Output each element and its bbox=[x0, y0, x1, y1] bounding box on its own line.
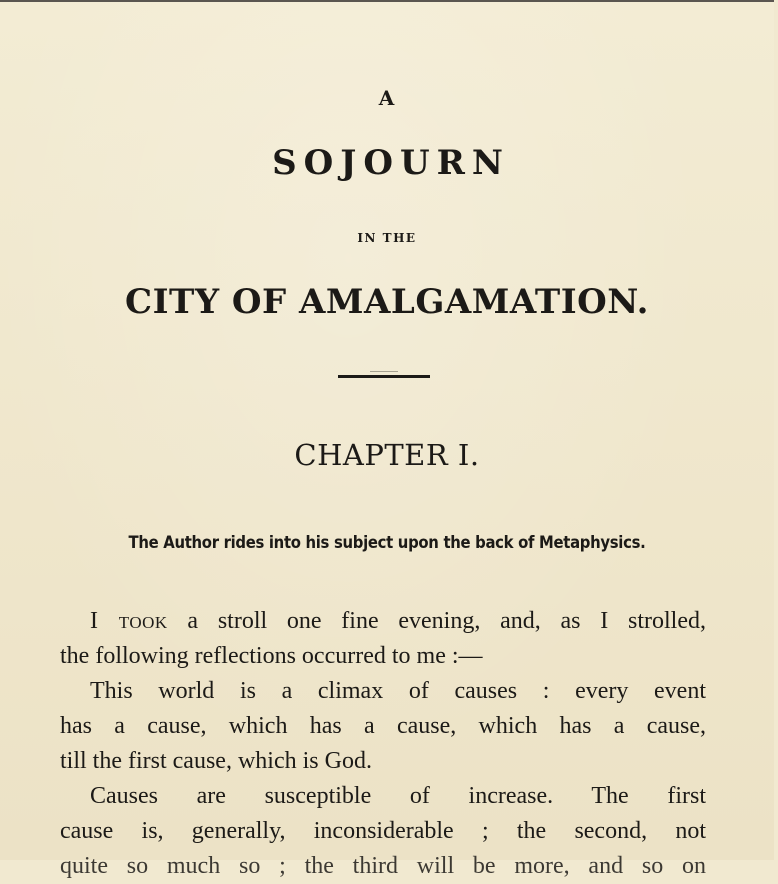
line-text: a stroll one fine evening, and, as I strolled, bbox=[167, 608, 706, 634]
ornament-rule bbox=[338, 375, 430, 378]
title-sojourn: SOJOURN bbox=[272, 143, 510, 183]
paragraph-3 bbox=[60, 779, 706, 879]
text-line-cut: quite so much so ; the third will be more, and so on bbox=[60, 853, 706, 879]
title-article: A bbox=[378, 86, 396, 110]
title-connector: IN THE bbox=[357, 231, 417, 245]
text-line: cause is, generally, inconsiderable ; the second, not bbox=[60, 818, 706, 844]
paragraph-1 bbox=[60, 604, 706, 674]
text-line: This world is a climax of causes : every event bbox=[90, 678, 706, 704]
title-city: CITY OF AMALGAMATION. bbox=[125, 282, 649, 322]
body-text bbox=[60, 604, 706, 879]
text-line: the following reflections occurred to me :— bbox=[60, 643, 483, 669]
text-line: Causes are susceptible of increase. The first bbox=[90, 783, 706, 809]
chapter-summary: The Author rides into his subject upon the back of Metaphysics. bbox=[128, 533, 646, 552]
paragraph-2 bbox=[60, 674, 706, 779]
text-line: has a cause, which has a cause, which has a cause, bbox=[60, 713, 706, 739]
text-line bbox=[60, 604, 706, 639]
top-border bbox=[0, 0, 774, 2]
lead-words: I took bbox=[90, 608, 168, 634]
ornament-rule-thin bbox=[370, 371, 398, 372]
text-line: till the first cause, which is God. bbox=[60, 748, 372, 774]
chapter-heading: CHAPTER I. bbox=[294, 438, 480, 472]
